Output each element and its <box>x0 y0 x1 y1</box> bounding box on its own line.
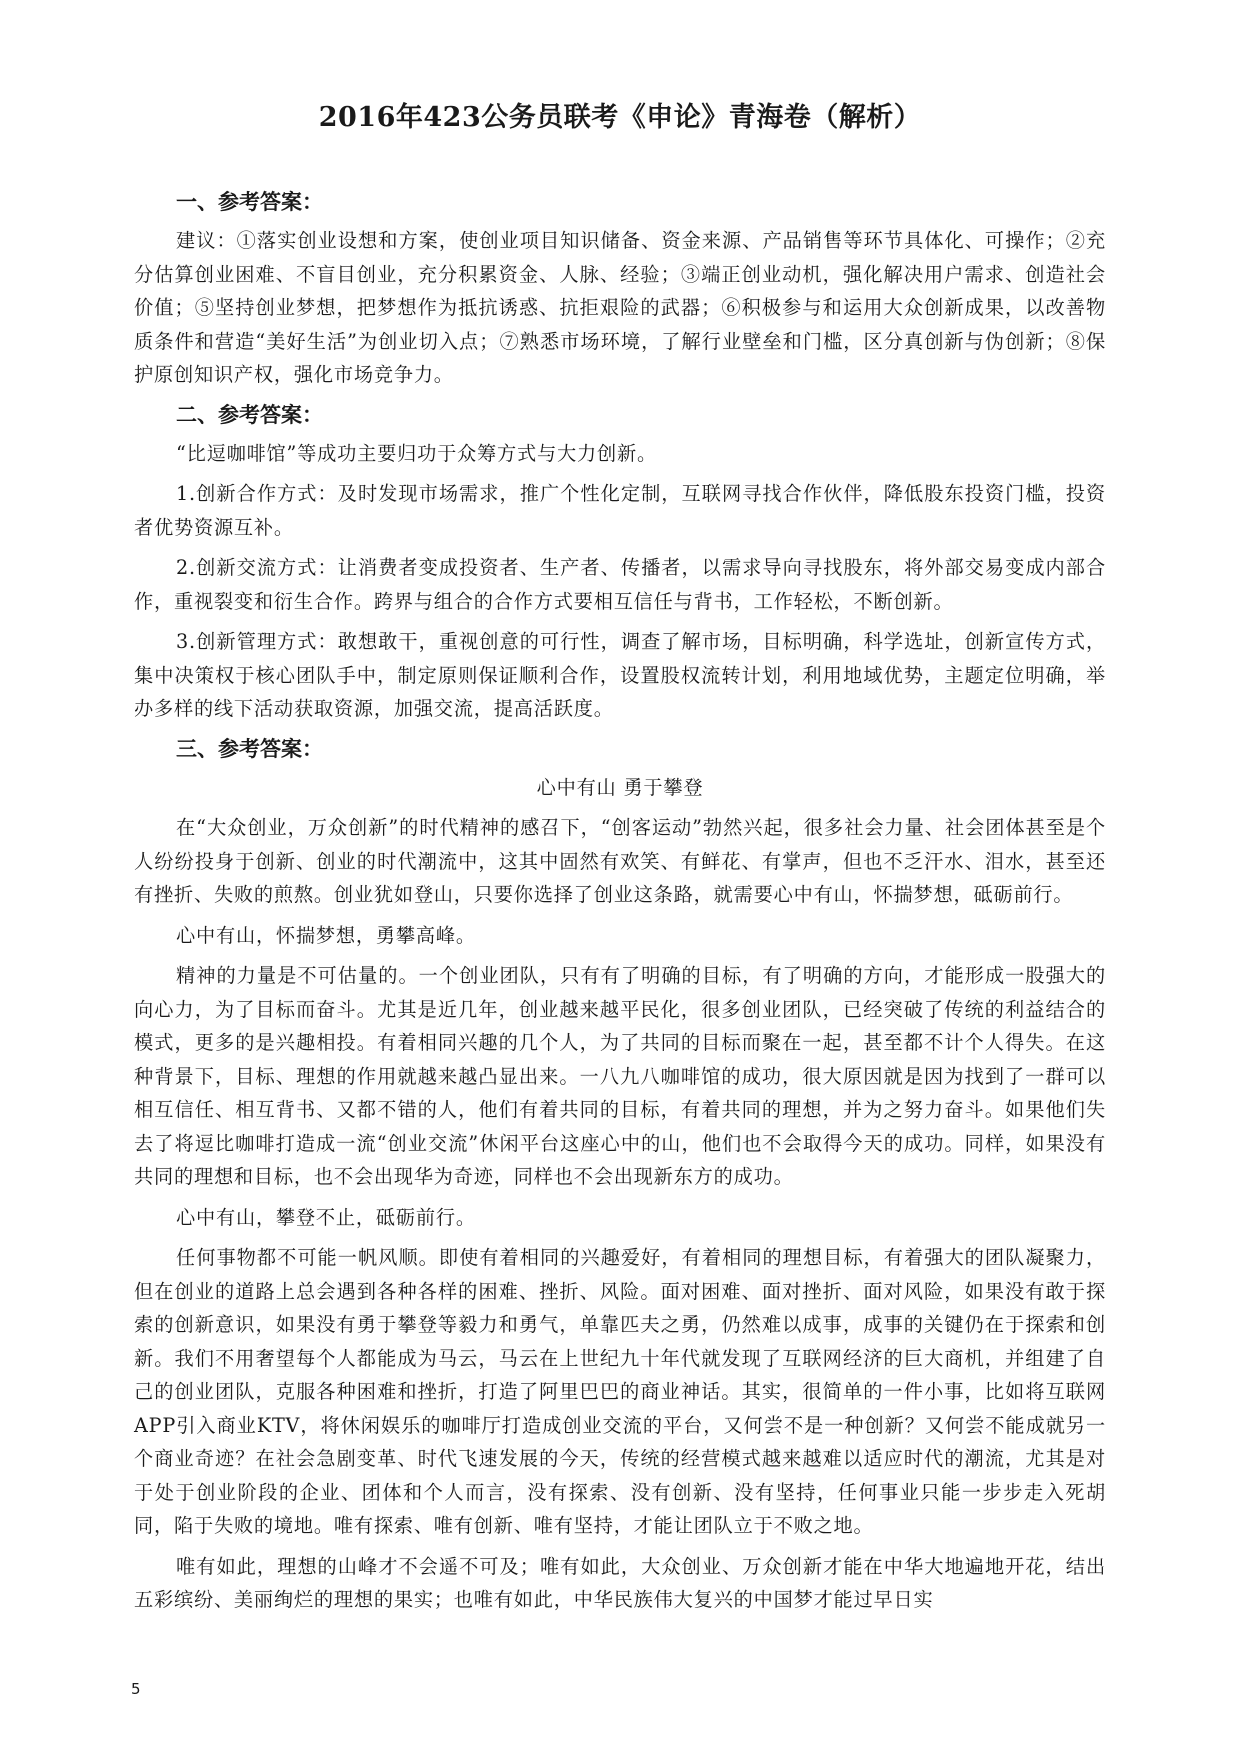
essay-subheading: 心中有山，怀揣梦想，勇攀高峰。 <box>176 923 476 947</box>
document-title: 2016年423公务员联考《申论》青海卷（解析） <box>318 102 922 133</box>
section-2-paragraph: “比逗咖啡馆”等成功主要归功于众筹方式与大力创新。 <box>176 441 657 465</box>
section-3-heading: 三、参考答案： <box>176 736 323 761</box>
section-2-paragraph: 2.创新交流方式：让消费者变成投资者、生产者、传播者，以需求导向寻找股东，将外部交易变成内部合作，重视裂变和衍生合作。跨界与组合的合作方式要相互信任与背书，工作轻松，不断创新。 <box>134 556 1106 613</box>
essay-paragraph: 在“大众创业，万众创新”的时代精神的感召下，“创客运动”勃然兴起，很多社会力量、社会团体甚至是个人纷纷投身于创新、创业的时代潮流中，这其中固然有欢笑、有鲜花、有掌声，但也不乏汗水、泪水，甚至还有挫折、失败的煎熬。创业犹如登山，只要你选择了创业这条路，就需要心中有山，怀揣梦想，砥砺前行。 <box>134 816 1106 906</box>
section-1-heading: 一、参考答案： <box>176 190 323 214</box>
section-2 <box>134 399 1106 726</box>
section-1 <box>134 186 1106 392</box>
section-2-paragraph: 3.创新管理方式：敢想敢干，重视创意的可行性，调查了解市场，目标明确，科学选址，创新宣传方式，集中决策权于核心团队手中，制定原则保证顺利合作，设置股权流转计划，利用地域优势，主题定位明确，举办多样的线下活动获取资源，加强交流，提高活跃度。 <box>134 630 1106 720</box>
essay-subheading: 心中有山，攀登不止，砥砺前行。 <box>176 1205 476 1229</box>
essay-paragraph: 唯有如此，理想的山峰才不会遥不可及；唯有如此，大众创业、万众创新才能在中华大地遍地开花，结出五彩缤纷、美丽绚烂的理想的果实；也唯有如此，中华民族伟大复兴的中国梦才能过早日实 <box>134 1554 1106 1611</box>
essay-paragraph: 任何事物都不可能一帆风顺。即使有着相同的兴趣爱好，有着相同的理想目标，有着强大的团队凝聚力，但在创业的道路上总会遇到各种各样的困难、挫折、风险。面对困难、面对挫折、面对风险，如果没有敢于探索的创新意识，如果没有勇于攀登等毅力和勇气，单靠匹夫之勇，仍然难以成事，成事的关键仍在于探索和创新。我们不用奢望每个人都能成为马云，马云在上世纪九十年代就发现了互联网经济的巨大商机，并组建了自己的创业团队，克服各种困难和挫折，打造了阿里巴巴的商业神话。其实，很简单的一件小事，比如将互联网APP引入商业KTV，将休闲娱乐的咖啡厅打造成创业交流的平台，又何尝不是一种创新？又何尝不能成就另一个商业奇迹？在社会急剧变革、时代飞速发展的今天，传统的经营模式越来越难以适应时代的潮流，尤其是对于处于创业阶段的企业、团体和个人而言，没有探索、没有创新、没有坚持，任何事业只能一步步走入死胡同，陷于失败的境地。唯有探索、唯有创新、唯有坚持，才能让团队立于不败之地。 <box>134 1246 1106 1537</box>
page-number: 5 <box>131 1680 141 1698</box>
essay-paragraph: 精神的力量是不可估量的。一个创业团队，只有有了明确的目标，有了明确的方向，才能形成一股强大的向心力，为了目标而奋斗。尤其是近几年，创业越来越平民化，很多创业团队，已经突破了传统的利益结合的模式，更多的是兴趣相投。有着相同兴趣的几个人，为了共同的目标而聚在一起，甚至都不计个人得失。在这种背景下，目标、理想的作用就越来越凸显出来。一八九八咖啡馆的成功，很大原因就是因为找到了一群可以相互信任、相互背书、又都不错的人，他们有着共同的目标，有着共同的理想，并为之努力奋斗。如果他们失去了将逗比咖啡打造成一流“创业交流”休闲平台这座心中的山，他们也不会取得今天的成功。同样，如果没有共同的理想和目标，也不会出现华为奇迹，同样也不会出现新东方的成功。 <box>134 964 1106 1188</box>
section-3 <box>134 733 1106 1617</box>
essay-title: 心中有山 勇于攀登 <box>536 775 704 799</box>
document-body <box>134 186 1106 1624</box>
section-2-heading: 二、参考答案： <box>176 402 323 427</box>
section-1-paragraph: 建议：①落实创业设想和方案，使创业项目知识储备、资金来源、产品销售等环节具体化、可操作；②充分估算创业困难、不盲目创业，充分积累资金、人脉、经验；③端正创业动机，强化解决用户需求、创造社会价值；⑤坚持创业梦想，把梦想作为抵抗诱惑、抗拒艰险的武器；⑥积极参与和运用大众创新成果，以改善物质条件和营造“美好生活”为创业切入点；⑦熟悉市场环境，了解行业壁垒和门槛，区分真创新与伪创新；⑧保护原创知识产权，强化市场竞争力。 <box>134 229 1106 386</box>
section-2-paragraph: 1.创新合作方式：及时发现市场需求，推广个性化定制，互联网寻找合作伙伴，降低股东投资门槛，投资者优势资源互补。 <box>134 482 1106 539</box>
